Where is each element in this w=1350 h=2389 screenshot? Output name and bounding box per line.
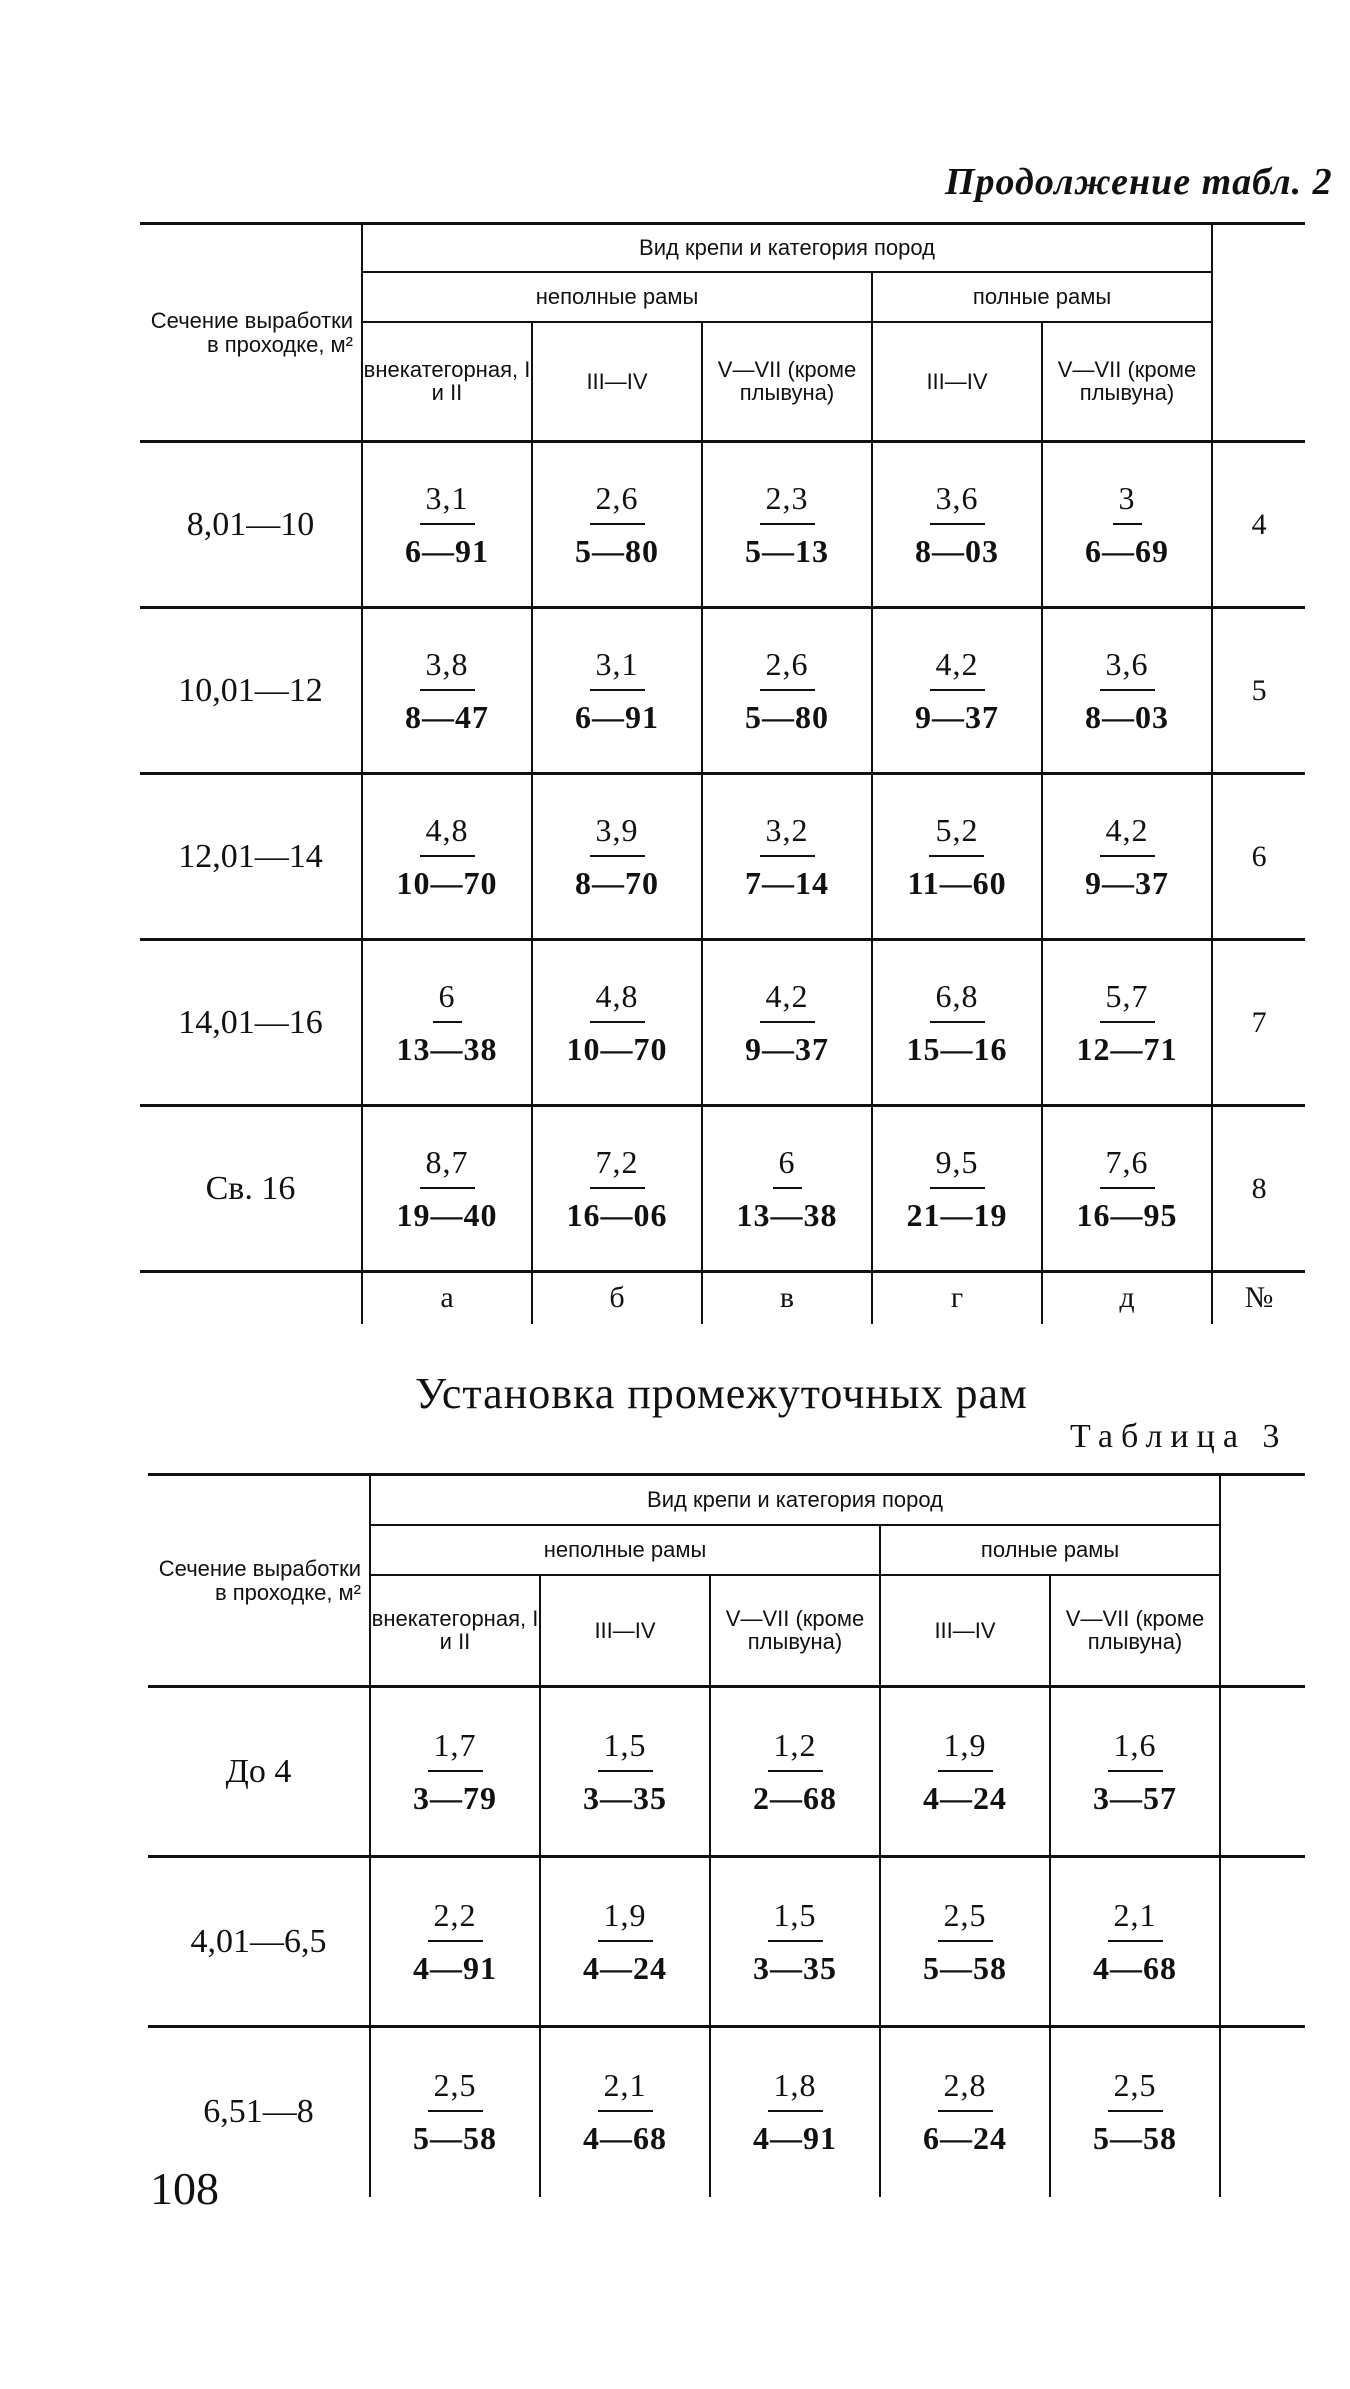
group-header: Вид крепи и категория пород bbox=[370, 1475, 1220, 1525]
denominator: 4—24 bbox=[583, 1949, 667, 1986]
table-row bbox=[140, 774, 1305, 940]
numerator: 3,6 bbox=[1100, 646, 1155, 691]
fraction-cell bbox=[1050, 2027, 1220, 2197]
fraction-cell bbox=[880, 1687, 1050, 1857]
denominator: 6—24 bbox=[923, 2120, 1007, 2157]
table-row bbox=[140, 608, 1305, 774]
fraction-cell bbox=[532, 442, 702, 608]
denominator: 6—91 bbox=[575, 698, 659, 735]
fraction-cell bbox=[872, 774, 1042, 940]
denominator: 12—71 bbox=[1076, 1030, 1178, 1067]
numerator: 4,2 bbox=[1100, 812, 1155, 857]
numerator: 6 bbox=[433, 978, 462, 1023]
numerator: 9,5 bbox=[930, 1144, 985, 1189]
table-row bbox=[140, 442, 1305, 608]
row-label-header: Сечение выработки в проходке, м² bbox=[148, 1475, 370, 1687]
denominator: 8—03 bbox=[915, 532, 999, 569]
denominator: 7—14 bbox=[745, 864, 829, 901]
numerator: 3,8 bbox=[420, 646, 475, 691]
row-label: 12,01—14 bbox=[140, 774, 362, 940]
numerator: 1,7 bbox=[428, 1727, 483, 1772]
denominator: 19—40 bbox=[396, 1196, 498, 1233]
row-label: 6,51—8 bbox=[148, 2027, 370, 2197]
col-header: V—VII (кроме плывуна) bbox=[1042, 322, 1212, 442]
col-header: внекатегорная, I и II bbox=[370, 1575, 540, 1687]
numerator: 4,8 bbox=[420, 812, 475, 857]
fraction-cell bbox=[702, 774, 872, 940]
numerator: 1,5 bbox=[598, 1727, 653, 1772]
fraction-cell bbox=[702, 940, 872, 1106]
denominator: 4—91 bbox=[753, 2120, 837, 2157]
fraction-cell bbox=[370, 2027, 540, 2197]
fraction-cell bbox=[370, 1857, 540, 2027]
denominator: 4—91 bbox=[413, 1949, 497, 1986]
col-header: V—VII (кроме плывуна) bbox=[710, 1575, 880, 1687]
denominator: 21—19 bbox=[906, 1196, 1008, 1233]
table-2 bbox=[140, 222, 1305, 1324]
fraction-cell bbox=[880, 1857, 1050, 2027]
section-title: Установка промежуточных рам bbox=[415, 1369, 1028, 1418]
row-label: До 4 bbox=[148, 1687, 370, 1857]
row-label: 8,01—10 bbox=[140, 442, 362, 608]
row-label: 10,01—12 bbox=[140, 608, 362, 774]
denominator: 5—58 bbox=[413, 2120, 497, 2157]
numerator: 1,2 bbox=[768, 1727, 823, 1772]
fraction-cell bbox=[702, 608, 872, 774]
fraction-cell bbox=[1050, 1687, 1220, 1857]
col-id: б bbox=[532, 1272, 702, 1324]
numerator: 1,9 bbox=[598, 1897, 653, 1942]
subgroup-header-full: полные рамы bbox=[872, 272, 1212, 322]
numerator: 1,8 bbox=[768, 2067, 823, 2112]
fraction-cell bbox=[532, 774, 702, 940]
numerator: 3,9 bbox=[590, 812, 645, 857]
denominator: 9—37 bbox=[1085, 864, 1170, 901]
denominator: 4—68 bbox=[1093, 1949, 1178, 1986]
col-header: III—IV bbox=[872, 322, 1042, 442]
numerator: 2,5 bbox=[1108, 2067, 1163, 2112]
numerator: 2,1 bbox=[598, 2067, 653, 2112]
fraction-cell bbox=[362, 442, 532, 608]
denominator: 16—95 bbox=[1076, 1196, 1178, 1233]
denominator: 2—68 bbox=[753, 1779, 837, 1816]
denominator: 10—70 bbox=[566, 1030, 668, 1067]
fraction-cell bbox=[1042, 940, 1212, 1106]
table-row bbox=[140, 940, 1305, 1106]
denominator: 8—03 bbox=[1085, 698, 1170, 735]
col-id: а bbox=[362, 1272, 532, 1324]
col-header: III—IV bbox=[532, 322, 702, 442]
row-label: 14,01—16 bbox=[140, 940, 362, 1106]
numerator: 2,2 bbox=[428, 1897, 483, 1942]
denominator: 4—68 bbox=[583, 2120, 667, 2157]
numerator: 2,6 bbox=[590, 480, 645, 525]
numerator: 3 bbox=[1113, 480, 1142, 525]
denominator: 9—37 bbox=[745, 1030, 829, 1067]
col-id: г bbox=[872, 1272, 1042, 1324]
subgroup-header-partial: неполные рамы bbox=[362, 272, 872, 322]
row-number: 6 bbox=[1212, 774, 1305, 940]
fraction-cell bbox=[872, 608, 1042, 774]
row-number: 4 bbox=[1212, 442, 1305, 608]
row-number: 7 bbox=[1212, 940, 1305, 1106]
fraction-cell bbox=[710, 1687, 880, 1857]
numerator: 1,9 bbox=[938, 1727, 993, 1772]
denominator: 3—35 bbox=[583, 1779, 667, 1816]
numerator: 2,5 bbox=[428, 2067, 483, 2112]
fraction-cell bbox=[872, 940, 1042, 1106]
denominator: 11—60 bbox=[907, 864, 1007, 901]
fraction-cell bbox=[1042, 442, 1212, 608]
fraction-cell bbox=[710, 1857, 880, 2027]
continuation-label: Продолжение табл. 2 bbox=[945, 161, 1333, 203]
numerator: 7,6 bbox=[1100, 1144, 1155, 1189]
numerator: 5,2 bbox=[929, 812, 984, 857]
row-label-header: Сечение выработки в проходке, м² bbox=[140, 224, 362, 442]
fraction-cell bbox=[362, 774, 532, 940]
row-number: 5 bbox=[1212, 608, 1305, 774]
fraction-cell bbox=[702, 442, 872, 608]
numerator: 2,8 bbox=[938, 2067, 993, 2112]
denominator: 4—24 bbox=[923, 1779, 1007, 1816]
table-row bbox=[148, 1857, 1305, 2027]
row-number: 8 bbox=[1212, 1106, 1305, 1272]
table-row bbox=[148, 2027, 1305, 2197]
denominator: 16—06 bbox=[566, 1196, 668, 1233]
page-number: 108 bbox=[150, 2163, 219, 2214]
row-label: Св. 16 bbox=[140, 1106, 362, 1272]
denominator: 5—80 bbox=[745, 698, 829, 735]
col-header: внекатегорная, I и II bbox=[362, 322, 532, 442]
num-label: № bbox=[1212, 1272, 1305, 1324]
col-header: V—VII (кроме плывуна) bbox=[702, 322, 872, 442]
denominator: 5—58 bbox=[923, 1949, 1007, 1986]
numerator: 3,2 bbox=[760, 812, 815, 857]
numerator: 7,2 bbox=[590, 1144, 645, 1189]
fraction-cell bbox=[532, 940, 702, 1106]
denominator: 5—80 bbox=[575, 532, 659, 569]
numerator: 3,6 bbox=[930, 480, 985, 525]
fraction-cell bbox=[362, 940, 532, 1106]
col-id: д bbox=[1042, 1272, 1212, 1324]
numerator: 2,6 bbox=[760, 646, 815, 691]
group-header: Вид крепи и категория пород bbox=[362, 224, 1212, 272]
fraction-cell bbox=[532, 608, 702, 774]
fraction-cell bbox=[370, 1687, 540, 1857]
table-3-label: Таблица 3 bbox=[1070, 1418, 1288, 1455]
denominator: 10—70 bbox=[396, 864, 498, 901]
fraction-cell bbox=[532, 1106, 702, 1272]
fraction-cell bbox=[362, 1106, 532, 1272]
fraction-cell bbox=[872, 1106, 1042, 1272]
fraction-cell bbox=[1042, 608, 1212, 774]
denominator: 15—16 bbox=[906, 1030, 1008, 1067]
subgroup-header-full: полные рамы bbox=[880, 1525, 1220, 1575]
denominator: 6—69 bbox=[1085, 532, 1170, 569]
denominator: 3—57 bbox=[1093, 1779, 1178, 1816]
fraction-cell bbox=[872, 442, 1042, 608]
fraction-cell bbox=[362, 608, 532, 774]
fraction-cell bbox=[702, 1106, 872, 1272]
numerator: 8,7 bbox=[420, 1144, 475, 1189]
denominator: 5—13 bbox=[745, 532, 829, 569]
numerator: 6,8 bbox=[930, 978, 985, 1023]
fraction-cell bbox=[1042, 774, 1212, 940]
denominator: 13—38 bbox=[396, 1030, 498, 1067]
table-row bbox=[148, 1687, 1305, 1857]
denominator: 8—70 bbox=[575, 864, 659, 901]
numerator: 1,5 bbox=[768, 1897, 823, 1942]
denominator: 13—38 bbox=[736, 1196, 838, 1233]
col-id: в bbox=[702, 1272, 872, 1324]
denominator: 5—58 bbox=[1093, 2120, 1178, 2157]
numerator: 3,1 bbox=[590, 646, 645, 691]
fraction-cell bbox=[880, 2027, 1050, 2197]
table-row bbox=[140, 1106, 1305, 1272]
col-header: III—IV bbox=[540, 1575, 710, 1687]
numerator: 5,7 bbox=[1100, 978, 1155, 1023]
fraction-cell bbox=[540, 2027, 710, 2197]
table-3 bbox=[148, 1473, 1305, 2197]
fraction-cell bbox=[540, 1857, 710, 2027]
numerator: 4,2 bbox=[760, 978, 815, 1023]
col-header: V—VII (кроме плывуна) bbox=[1050, 1575, 1220, 1687]
numerator: 4,8 bbox=[590, 978, 645, 1023]
denominator: 6—91 bbox=[405, 532, 489, 569]
numerator: 4,2 bbox=[930, 646, 985, 691]
denominator: 9—37 bbox=[915, 698, 999, 735]
numerator: 2,1 bbox=[1108, 1897, 1163, 1942]
fraction-cell bbox=[540, 1687, 710, 1857]
fraction-cell bbox=[710, 2027, 880, 2197]
numerator: 1,6 bbox=[1108, 1727, 1163, 1772]
fraction-cell bbox=[1042, 1106, 1212, 1272]
numerator: 2,5 bbox=[938, 1897, 993, 1942]
fraction-cell bbox=[1050, 1857, 1220, 2027]
row-label: 4,01—6,5 bbox=[148, 1857, 370, 2027]
col-header: III—IV bbox=[880, 1575, 1050, 1687]
denominator: 8—47 bbox=[405, 698, 489, 735]
denominator: 3—79 bbox=[413, 1779, 497, 1816]
numerator: 3,1 bbox=[420, 480, 475, 525]
subgroup-header-partial: неполные рамы bbox=[370, 1525, 880, 1575]
numerator: 2,3 bbox=[760, 480, 815, 525]
numerator: 6 bbox=[773, 1144, 802, 1189]
denominator: 3—35 bbox=[753, 1949, 837, 1986]
